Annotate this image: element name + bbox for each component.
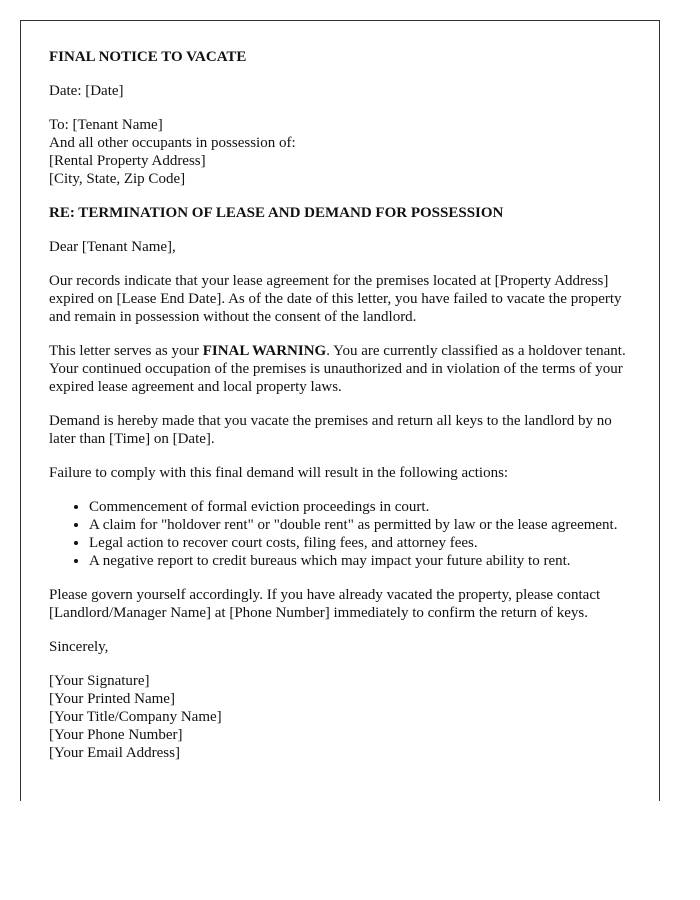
letter-title: FINAL NOTICE TO VACATE <box>49 49 247 65</box>
list-item: • A claim for "holdover rent" or "double rent" as permitted by law or the lease agreement. <box>89 516 629 534</box>
recipient-line: [City, State, Zip Code] <box>49 171 186 187</box>
signature-line: [Your Signature] <box>49 673 150 689</box>
date-line: Date: [Date] <box>49 83 124 99</box>
list-item: • A negative report to credit bureaus which may impact your future ability to rent. <box>89 552 629 570</box>
paragraph-final-warning <box>49 342 629 396</box>
signature-line: [Your Phone Number] <box>49 727 183 743</box>
list-item: • Legal action to recover court costs, filing fees, and attorney fees. <box>89 534 629 552</box>
list-item: • Commencement of formal eviction proceedings in court. <box>89 498 629 516</box>
signature-line: [Your Email Address] <box>49 745 180 761</box>
text: This letter serves as your <box>49 343 203 359</box>
letter-page <box>20 20 660 801</box>
recipient-block <box>49 116 629 188</box>
paragraph-demand: Demand is hereby made that you vacate the premises and return all keys to the landlord by no later than [Time] on [Date]. <box>49 413 612 447</box>
signature-block <box>49 672 629 762</box>
salutation: Dear [Tenant Name], <box>49 239 176 255</box>
paragraph-lease-expired: Our records indicate that your lease agreement for the premises located at [Property Address] expired on [Lease End Date]. As of the date of this letter, you have failed to vacate the property and remain in possession without the consent of the landlord. <box>49 273 622 325</box>
signature-line: [Your Printed Name] <box>49 691 175 707</box>
recipient-line: [Rental Property Address] <box>49 153 206 169</box>
subject-line: RE: TERMINATION OF LEASE AND DEMAND FOR POSSESSION <box>49 205 504 221</box>
closing: Sincerely, <box>49 639 109 655</box>
actions-list <box>49 498 629 570</box>
signature-line: [Your Title/Company Name] <box>49 709 222 725</box>
recipient-line: To: [Tenant Name] <box>49 117 163 133</box>
paragraph-consequences-intro: Failure to comply with this final demand will result in the following actions: <box>49 465 509 481</box>
paragraph-contact: Please govern yourself accordingly. If you have already vacated the property, please contact [Landlord/Manager Name] at [Phone Number] immediately to confirm the return of keys. <box>49 587 601 621</box>
text: . You are currently classified as a holdover tenant. Your continued occupation of the premises is unauthorized and in violation of the terms of your expired lease agreement and local property laws. <box>49 343 626 395</box>
final-warning-emphasis: FINAL WARNING <box>202 343 327 359</box>
recipient-line: And all other occupants in possession of: <box>49 135 296 151</box>
